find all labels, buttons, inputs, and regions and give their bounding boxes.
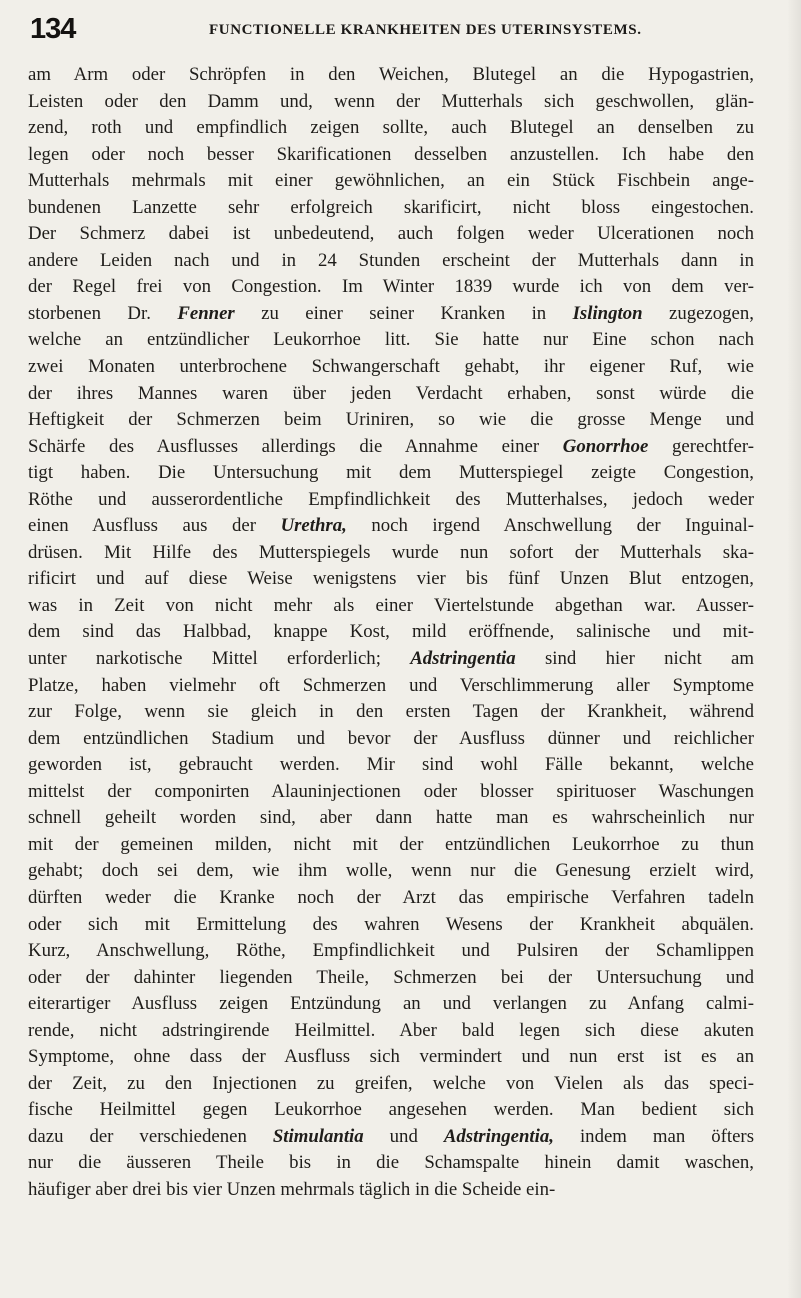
emphasized-term: Stimulantia bbox=[272, 1125, 364, 1147]
text-line bbox=[28, 460, 754, 487]
text-line bbox=[28, 142, 754, 169]
line-text: fische Heilmittel gegen Leukorrhoe angesehen werden. Man bedient sich bbox=[28, 1099, 754, 1121]
text-line bbox=[28, 327, 754, 354]
text-line bbox=[28, 248, 754, 275]
text-line bbox=[28, 1018, 754, 1045]
line-text: noch irgend Anschwellung der Inguinal- bbox=[346, 515, 754, 537]
text-line bbox=[28, 1097, 754, 1124]
line-text: Leisten oder den Damm und, wenn der Mutterhals sich geschwollen, glän- bbox=[28, 90, 754, 112]
text-line bbox=[28, 912, 754, 939]
emphasized-term: Fenner bbox=[177, 302, 235, 324]
emphasized-term: Islington bbox=[572, 302, 643, 324]
text-line bbox=[28, 593, 754, 620]
line-text: am Arm oder Schröpfen in den Weichen, Blutegel an die Hypogastrien, bbox=[28, 64, 754, 85]
text-line bbox=[28, 832, 754, 859]
text-line bbox=[28, 381, 754, 408]
line-text: sind hier nicht am bbox=[515, 648, 754, 670]
line-text: eiterartiger Ausfluss zeigen Entzündung an und verlangen zu Anfang calmi- bbox=[28, 993, 754, 1015]
text-line bbox=[28, 195, 754, 222]
text-line bbox=[28, 274, 754, 301]
line-text: dem entzündlichen Stadium und bevor der Ausfluss dünner und reichlicher bbox=[28, 727, 754, 749]
page-edge-shadow bbox=[787, 0, 801, 1298]
line-text: gehabt; doch sei dem, wie ihm wolle, wenn nur die Genesung erzielt wird, bbox=[28, 860, 754, 882]
body-text bbox=[28, 62, 754, 1204]
line-text: einen Ausfluss aus der bbox=[28, 515, 281, 537]
text-line bbox=[28, 1044, 754, 1071]
line-text: indem man öfters bbox=[553, 1125, 754, 1147]
line-text: dürften weder die Kranke noch der Arzt das empirische Verfahren tadeln bbox=[28, 886, 754, 908]
line-text: Schärfe des Ausflusses allerdings die Annahme einer bbox=[28, 435, 563, 457]
text-line bbox=[28, 726, 754, 753]
text-line bbox=[28, 115, 754, 142]
emphasized-term: Gonorrhoe bbox=[562, 435, 649, 457]
line-text: mittelst der componirten Alauninjectionen oder blosser spirituoser Waschungen bbox=[28, 780, 754, 802]
text-line bbox=[28, 619, 754, 646]
line-text: Der Schmerz dabei ist unbedeutend, auch folgen weder Ulcerationen noch bbox=[28, 223, 754, 245]
line-text: drüsen. Mit Hilfe des Mutterspiegels wurde nun sofort der Mutterhals ska- bbox=[28, 541, 754, 563]
line-text: welche an entzündlicher Leukorrhoe litt. Sie hatte nur Eine schon nach bbox=[28, 329, 754, 351]
line-text: Mutterhals mehrmals mit einer gewöhnlichen, an ein Stück Fischbein ange- bbox=[28, 170, 754, 192]
line-text: zu einer seiner Kranken in bbox=[234, 302, 573, 324]
line-text: gerechtfer- bbox=[648, 435, 754, 457]
text-line bbox=[28, 699, 754, 726]
line-text: der Zeit, zu den Injectionen zu greifen, welche von Vielen als das speci- bbox=[28, 1072, 754, 1094]
line-text: mit der gemeinen milden, nicht mit der entzündlichen Leukorrhoe zu thun bbox=[28, 833, 754, 855]
line-text: zwei Monaten unterbrochene Schwangerschaft gehabt, ihr eigener Ruf, wie bbox=[28, 356, 754, 378]
text-line bbox=[28, 1177, 754, 1204]
line-text: was in Zeit von nicht mehr als einer Viertelstunde abgethan war. Ausser- bbox=[28, 594, 754, 616]
text-line bbox=[28, 805, 754, 832]
emphasized-term: Urethra, bbox=[280, 515, 347, 537]
line-text: tigt haben. Die Untersuchung mit dem Mutterspiegel zeigte Congestion, bbox=[28, 462, 754, 484]
emphasized-term: Adstringentia bbox=[410, 648, 516, 670]
emphasized-term: Adstringentia, bbox=[443, 1125, 554, 1147]
text-line bbox=[28, 752, 754, 779]
text-line bbox=[28, 646, 754, 673]
text-line bbox=[28, 885, 754, 912]
text-line bbox=[28, 1071, 754, 1098]
text-line bbox=[28, 673, 754, 700]
page-header bbox=[30, 13, 770, 49]
text-line bbox=[28, 168, 754, 195]
line-text: legen oder noch besser Skarificationen desselben anzustellen. Ich habe den bbox=[28, 143, 754, 165]
line-text: Platze, haben vielmehr oft Schmerzen und Verschlimmerung aller Symptome bbox=[28, 674, 754, 696]
line-text: oder sich mit Ermittelung des wahren Wesens der Krankheit abquälen. bbox=[28, 913, 754, 935]
line-text: nur die äusseren Theile bis in die Schamspalte hinein damit waschen, bbox=[28, 1152, 754, 1174]
text-line bbox=[28, 858, 754, 885]
text-line bbox=[28, 89, 754, 116]
line-text: geworden ist, gebraucht werden. Mir sind wohl Fälle bekannt, welche bbox=[28, 754, 754, 776]
text-line bbox=[28, 779, 754, 806]
text-line bbox=[28, 62, 754, 89]
line-text: storbenen Dr. bbox=[28, 302, 178, 324]
line-text: der Regel frei von Congestion. Im Winter 1839 wurde ich von dem ver- bbox=[28, 276, 754, 298]
text-line bbox=[28, 221, 754, 248]
text-line bbox=[28, 965, 754, 992]
line-text: zugezogen, bbox=[642, 302, 754, 324]
line-text: rificirt und auf diese Weise wenigstens vier bis fünf Unzen Blut entzogen, bbox=[28, 568, 754, 590]
line-text: oder der dahinter liegenden Theile, Schmerzen bei der Untersuchung und bbox=[28, 966, 754, 988]
text-line bbox=[28, 566, 754, 593]
text-line bbox=[28, 354, 754, 381]
line-text: dem sind das Halbbad, knappe Kost, mild eröffnende, salinische und mit- bbox=[28, 621, 754, 643]
page-number: 134 bbox=[30, 13, 76, 45]
line-text: Heftigkeit der Schmerzen beim Uriniren, so wie die grosse Menge und bbox=[28, 409, 754, 431]
line-text: dazu der verschiedenen bbox=[28, 1125, 273, 1147]
text-line bbox=[28, 540, 754, 567]
text-line bbox=[28, 513, 754, 540]
line-text: Kurz, Anschwellung, Röthe, Empfindlichkeit und Pulsiren der Schamlippen bbox=[28, 940, 754, 962]
line-text: unter narkotische Mittel erforderlich; bbox=[28, 648, 411, 670]
text-line bbox=[28, 938, 754, 965]
line-text: häufiger aber drei bis vier Unzen mehrmals täglich in die Scheide ein- bbox=[28, 1178, 556, 1200]
line-text: Symptome, ohne dass der Ausfluss sich vermindert und nun erst ist es an bbox=[28, 1046, 754, 1068]
line-text: und bbox=[363, 1125, 444, 1147]
line-text: andere Leiden nach und in 24 Stunden erscheint der Mutterhals dann in bbox=[28, 249, 754, 271]
text-line bbox=[28, 991, 754, 1018]
line-text: Röthe und ausserordentliche Empfindlichkeit des Mutterhalses, jedoch weder bbox=[28, 488, 754, 510]
text-line bbox=[28, 407, 754, 434]
line-text: zend, roth und empfindlich zeigen sollte, auch Blutegel an denselben zu bbox=[28, 117, 754, 139]
line-text: bundenen Lanzette sehr erfolgreich skarificirt, nicht bloss eingestochen. bbox=[28, 196, 754, 218]
text-line bbox=[28, 434, 754, 461]
text-line bbox=[28, 1124, 754, 1151]
running-head: FUNCTIONELLE KRANKHEITEN DES UTERINSYSTEMS. bbox=[209, 22, 642, 38]
line-text: rende, nicht adstringirende Heilmittel. Aber bald legen sich diese akuten bbox=[28, 1019, 754, 1041]
text-line bbox=[28, 301, 754, 328]
text-line bbox=[28, 1150, 754, 1177]
line-text: schnell geheilt worden sind, aber dann hatte man es wahrscheinlich nur bbox=[28, 807, 754, 829]
line-text: zur Folge, wenn sie gleich in den ersten Tagen der Krankheit, während bbox=[28, 701, 754, 723]
line-text: der ihres Mannes waren über jeden Verdacht erhaben, sonst würde die bbox=[28, 382, 754, 404]
text-line bbox=[28, 487, 754, 514]
